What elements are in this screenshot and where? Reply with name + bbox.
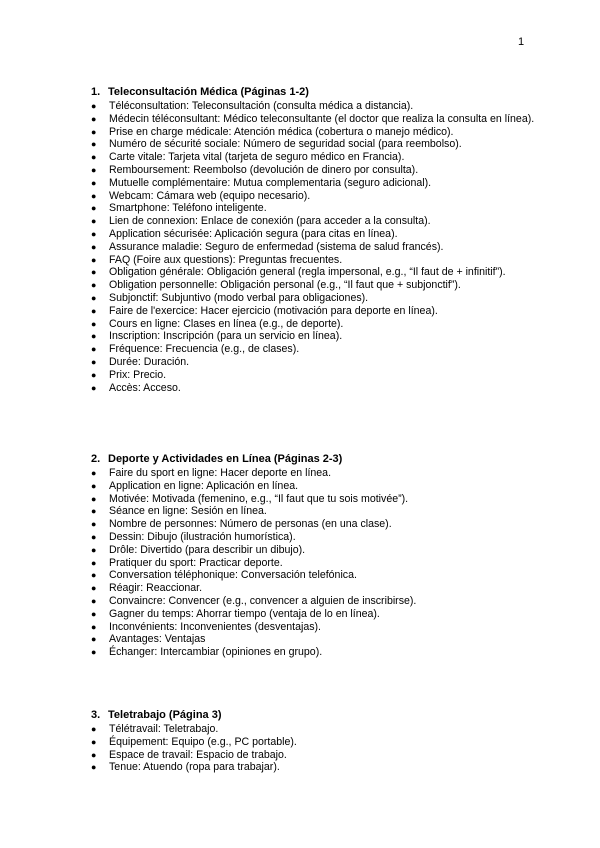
bullet-icon: ● <box>91 506 97 517</box>
bullet-icon: ● <box>91 203 97 214</box>
list-item-text: Réagir: Reaccionar. <box>109 582 203 595</box>
section-telework <box>91 709 551 774</box>
list-item-text: Équipement: Equipo (e.g., PC portable). <box>109 735 297 748</box>
list-item <box>91 518 551 531</box>
list-item-text: Application sécurisée: Aplicación segura (para citas en línea). <box>109 227 398 240</box>
section-heading <box>91 709 551 722</box>
list-item <box>91 621 551 634</box>
list-item <box>91 126 551 139</box>
list-item-text: Obligation personnelle: Obligación personal (e.g., “Il faut que + subjonctif”). <box>109 279 461 292</box>
list-item <box>91 582 551 595</box>
list-item <box>91 241 551 254</box>
list-item-text: Accès: Acceso. <box>109 381 181 394</box>
list-item <box>91 215 551 228</box>
list-item <box>91 356 551 369</box>
list-item-text: Cours en ligne: Clases en línea (e.g., de deporte). <box>109 317 344 330</box>
list-item-text: Espace de travail: Espacio de trabajo. <box>109 748 287 761</box>
bullet-icon: ● <box>91 762 97 773</box>
list-item <box>91 761 551 774</box>
vocabulary-list <box>91 723 551 774</box>
list-item <box>91 343 551 356</box>
list-item-text: Tenue: Atuendo (ropa para trabajar). <box>109 761 280 774</box>
bullet-icon: ● <box>91 557 97 568</box>
list-item <box>91 608 551 621</box>
bullet-icon: ● <box>91 139 97 150</box>
bullet-icon: ● <box>91 101 97 111</box>
list-item-text: Échanger: Intercambiar (opiniones en grupo). <box>109 646 323 659</box>
bullet-icon: ● <box>91 267 97 278</box>
list-item-text: Avantages: Ventajas <box>109 633 206 646</box>
bullet-icon: ● <box>91 254 97 265</box>
section-number: 1. <box>91 86 101 98</box>
list-item <box>91 292 551 305</box>
bullet-icon: ● <box>91 113 97 124</box>
section-sport-online <box>91 453 551 659</box>
bullet-icon: ● <box>91 583 97 594</box>
list-item-text: Fréquence: Frecuencia (e.g., de clases). <box>109 343 300 356</box>
list-item <box>91 749 551 762</box>
bullet-icon: ● <box>91 318 97 329</box>
bullet-icon: ● <box>91 570 97 581</box>
section-heading <box>91 453 551 466</box>
bullet-icon: ● <box>91 292 97 303</box>
list-item <box>91 202 551 215</box>
list-item-text: Prix: Precio. <box>109 368 167 381</box>
bullet-icon: ● <box>91 519 97 530</box>
bullet-icon: ● <box>91 228 97 239</box>
list-item-text: Nombre de personnes: Número de personas (en una clase). <box>109 518 392 531</box>
list-item <box>91 190 551 203</box>
list-item-text: Faire du sport en ligne: Hacer deporte en línea. <box>109 467 332 479</box>
vocabulary-list <box>91 467 551 659</box>
list-item-text: Carte vitale: Tarjeta vital (tarjeta de seguro médico en Francia). <box>109 151 405 164</box>
bullet-icon: ● <box>91 305 97 316</box>
bullet-icon: ● <box>91 344 97 355</box>
list-item <box>91 113 551 126</box>
bullet-icon: ● <box>91 544 97 555</box>
bullet-icon: ● <box>91 382 97 393</box>
bullet-icon: ● <box>91 152 97 163</box>
list-item-text: Pratiquer du sport: Practicar deporte. <box>109 556 283 569</box>
list-item <box>91 138 551 151</box>
list-item-text: Convaincre: Convencer (e.g., convencer a alguien de inscribirse). <box>109 594 417 607</box>
list-item-text: Séance en ligne: Sesión en línea. <box>109 505 267 518</box>
bullet-icon: ● <box>91 480 97 491</box>
list-item-text: Mutuelle complémentaire: Mutua complementaria (seguro adicional). <box>109 176 432 189</box>
section-title: Deporte y Actividades en Línea (Páginas 2-3) <box>108 453 343 465</box>
list-item <box>91 279 551 292</box>
bullet-icon: ● <box>91 216 97 227</box>
section-heading <box>91 86 551 99</box>
list-item <box>91 633 551 646</box>
list-item <box>91 646 551 659</box>
list-item-text: Motivée: Motivada (femenino, e.g., “Il faut que tu sois motivée”). <box>109 492 409 505</box>
list-item-text: Subjonctif: Subjuntivo (modo verbal para obligaciones). <box>109 291 369 304</box>
list-item <box>91 505 551 518</box>
bullet-icon: ● <box>91 724 97 734</box>
bullet-icon: ● <box>91 634 97 645</box>
bullet-icon: ● <box>91 126 97 137</box>
list-item-text: Médecin téléconsultant: Médico teleconsultante (el doctor que realiza la consulta en línea). <box>109 112 535 125</box>
list-item-text: Webcam: Cámara web (equipo necesario). <box>109 189 311 202</box>
bullet-icon: ● <box>91 356 97 367</box>
bullet-icon: ● <box>91 608 97 619</box>
list-item <box>91 100 551 113</box>
list-item-text: Dessin: Dibujo (ilustración humorística). <box>109 530 296 543</box>
list-item <box>91 266 551 279</box>
list-item <box>91 557 551 570</box>
list-item-text: Application en ligne: Aplicación en línea. <box>109 479 299 492</box>
list-item <box>91 723 551 736</box>
list-item-text: Prise en charge médicale: Atención médica (cobertura o manejo médico). <box>109 125 454 138</box>
bullet-icon: ● <box>91 331 97 342</box>
section-teleconsultation <box>91 86 551 394</box>
list-item <box>91 595 551 608</box>
page-number: 1 <box>518 36 525 48</box>
list-item <box>91 254 551 267</box>
list-item <box>91 569 551 582</box>
list-item-text: Téléconsultation: Teleconsultación (consulta médica a distancia). <box>109 100 414 112</box>
list-item <box>91 736 551 749</box>
bullet-icon: ● <box>91 736 97 747</box>
list-item-text: Télétravail: Teletrabajo. <box>109 723 219 735</box>
list-item-text: Inscription: Inscripción (para un servicio en línea). <box>109 330 343 343</box>
section-title: Teleconsultación Médica (Páginas 1-2) <box>108 86 309 98</box>
list-item-text: Numéro de sécurité sociale: Número de seguridad social (para reembolso). <box>109 138 462 151</box>
list-item-text: Assurance maladie: Seguro de enfermedad (sistema de salud francés). <box>109 240 444 253</box>
list-item <box>91 164 551 177</box>
list-item <box>91 305 551 318</box>
list-item-text: Durée: Duración. <box>109 355 190 368</box>
list-item-text: Faire de l'exercice: Hacer ejercicio (motivación para deporte en línea). <box>109 304 438 317</box>
list-item-text: Drôle: Divertido (para describir un dibujo). <box>109 543 306 556</box>
list-item <box>91 531 551 544</box>
bullet-icon: ● <box>91 647 97 658</box>
list-item-text: Conversation téléphonique: Conversación telefónica. <box>109 569 357 582</box>
list-item-text: Lien de connexion: Enlace de conexión (para acceder a la consulta). <box>109 215 431 228</box>
vocabulary-list <box>91 100 551 394</box>
section-number: 3. <box>91 709 101 721</box>
bullet-icon: ● <box>91 749 97 760</box>
list-item-text: Gagner du temps: Ahorrar tiempo (ventaja de lo en línea). <box>109 607 380 620</box>
bullet-icon: ● <box>91 177 97 188</box>
bullet-icon: ● <box>91 468 97 478</box>
list-item-text: FAQ (Foire aux questions): Preguntas frecuentes. <box>109 253 343 266</box>
list-item <box>91 369 551 382</box>
bullet-icon: ● <box>91 531 97 542</box>
bullet-icon: ● <box>91 241 97 252</box>
list-item <box>91 382 551 395</box>
bullet-icon: ● <box>91 621 97 632</box>
list-item <box>91 467 551 480</box>
list-item <box>91 480 551 493</box>
bullet-icon: ● <box>91 369 97 380</box>
bullet-icon: ● <box>91 280 97 291</box>
list-item <box>91 493 551 506</box>
list-item <box>91 544 551 557</box>
list-item-text: Remboursement: Reembolso (devolución de dinero por consulta). <box>109 163 419 176</box>
list-item-text: Smartphone: Teléfono inteligente. <box>109 202 267 215</box>
bullet-icon: ● <box>91 595 97 606</box>
list-item <box>91 330 551 343</box>
section-title: Teletrabajo (Página 3) <box>108 709 222 721</box>
list-item <box>91 228 551 241</box>
list-item-text: Obligation générale: Obligación general (regla impersonal, e.g., “Il faut de + infinitif”). <box>109 266 506 279</box>
bullet-icon: ● <box>91 164 97 175</box>
list-item <box>91 151 551 164</box>
list-item <box>91 177 551 190</box>
section-number: 2. <box>91 453 101 465</box>
list-item <box>91 318 551 331</box>
list-item-text: Inconvénients: Inconvenientes (desventajas). <box>109 620 322 633</box>
bullet-icon: ● <box>91 493 97 504</box>
bullet-icon: ● <box>91 190 97 201</box>
